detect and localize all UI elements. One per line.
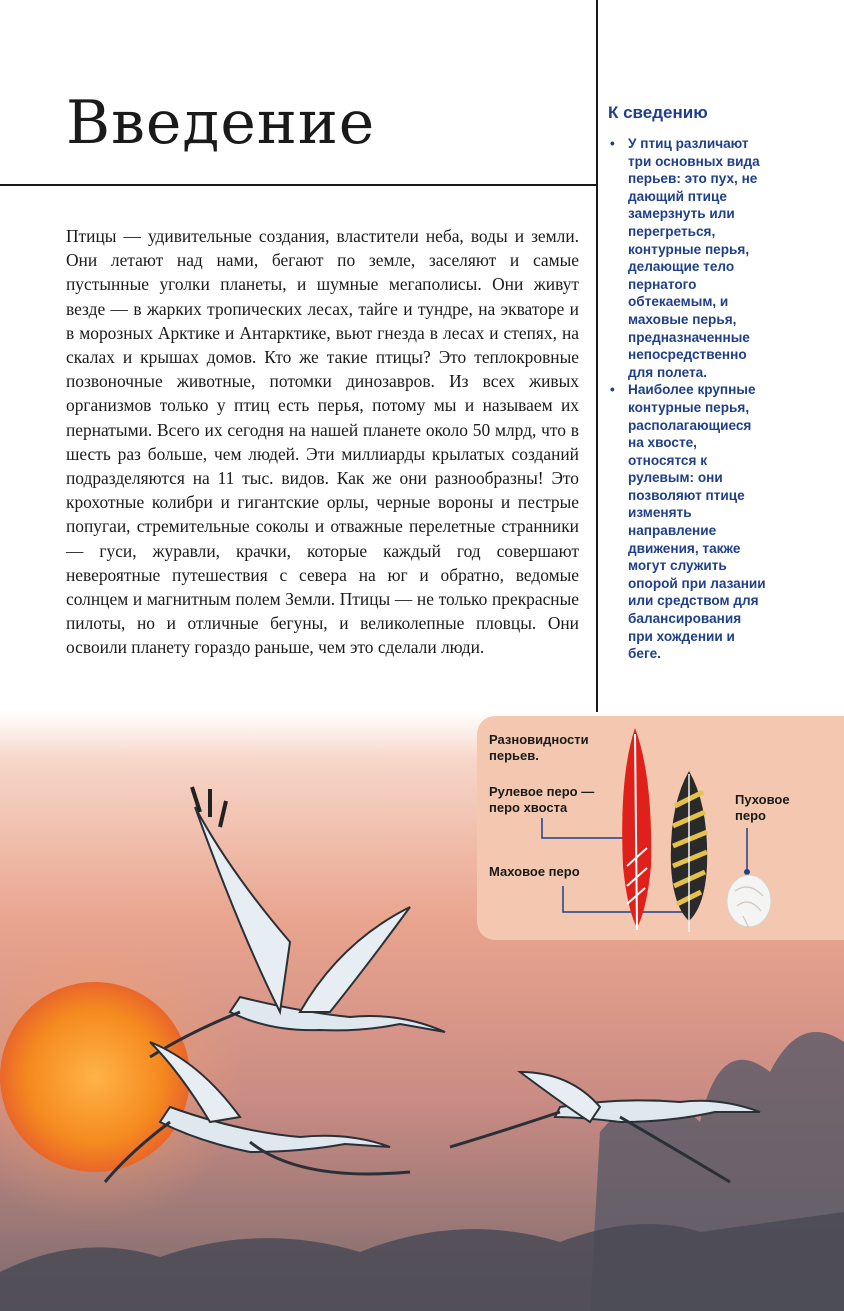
sidebar-title: К сведению (608, 103, 708, 122)
tail-feather-icon (622, 728, 651, 930)
down-feather-icon (727, 875, 771, 928)
tail-feather-label: Рулевое перо — перо хвоста (489, 784, 595, 815)
title-underline (0, 184, 597, 186)
page-title: Введение (66, 88, 376, 158)
flight-feather-icon (671, 771, 707, 932)
sun (0, 982, 190, 1172)
column-divider-vertical (596, 0, 598, 712)
down-feather-label: Пуховое перо (735, 792, 790, 823)
feathers-diagram (477, 716, 844, 940)
intro-paragraph: Птицы — удивительные создания, властители неба, воды и земли. Они летают над нами, бегают по земле, заселяют и самые пустынные уголки планеты, и шумные мегаполисы. Они живут везде — в жарких тропических лесах, тайге и тундре, на экваторе и в морозных Арктике и Антарктике, вьют гнезда в лесах и степях, на скалах и крышах домов. Кто же такие птицы? Это теплокровные позвоночные животные, потомки динозавров. Из всех живых организмов только у птиц есть перья, потому мы и называем их пернатыми. Всего их сегодня на нашей планете около 50 млрд, что в шесть раз больше, чем людей. Эти миллиарды крылатых созданий подразделяются на 11 тыс. видов. Как же они разнообразны! Это крохотные колибри и гигантские орлы, черные вороны и пестрые попугаи, стремительные соколы и отважные перелетные странники — гуси, журавли, крачки, которые каждый год совершают невероятные путешествия с севера на юг и обратно, ведомые солнцем и магнитным полем Земли. Птицы — не только прекрасные пилоты, но и отличные бегуны, и великолепные пловцы. Они освоили планету гораздо раньше, чем это сделали люди. (66, 226, 579, 658)
feathers-illustration (477, 716, 844, 940)
sidebar-item: • У птиц различают три основных вида перьев: это пух, не дающий птице замерзнуть или перегреться, контурные перья, делающие тело пернатого обтекаемым, и маховые перья, предназначенные непосредственно для полета. (608, 135, 768, 381)
diagram-title: Разновидности перьев. (489, 732, 589, 763)
flight-feather-label: Маховое перо (489, 864, 580, 879)
sidebar-list (608, 135, 768, 663)
sidebar-item: • Наиболее крупные контурные перья, располагающиеся на хвосте, относятся к рулевым: они позволяют птице изменять направление движения, также могут служить опорой при лазании или средством для балансирования при хождении и беге. (608, 381, 768, 663)
